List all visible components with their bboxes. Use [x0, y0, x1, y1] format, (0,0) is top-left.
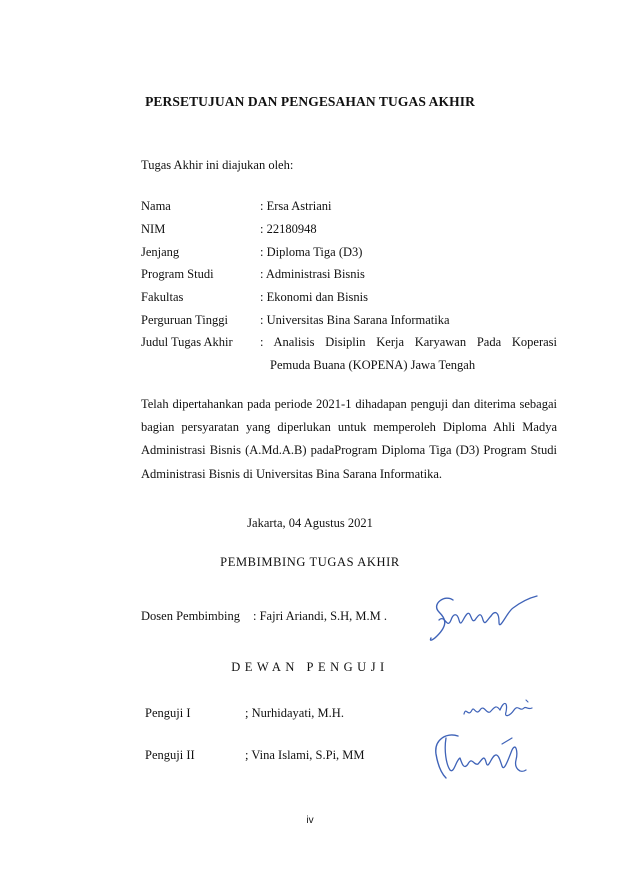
field-label-fakultas: Fakultas — [141, 290, 184, 304]
field-label-jenjang: Jenjang — [141, 245, 180, 259]
field-value-jenjang: : Diploma Tiga (D3) — [260, 245, 363, 259]
field-label-nim: NIM — [141, 222, 166, 236]
field-value-fakultas: : Ekonomi dan Bisnis — [260, 290, 368, 304]
field-label-perguruan-tinggi: Perguruan Tinggi — [141, 313, 228, 327]
board-heading: DEWAN PENGUJI — [231, 660, 389, 674]
examiner-1-name: ; Nurhidayati, M.H. — [245, 706, 344, 720]
examiner-1-label: Penguji I — [145, 706, 191, 720]
field-label-program-studi: Program Studi — [141, 267, 214, 281]
field-value-nim: : 22180948 — [260, 222, 317, 236]
page-number: iv — [306, 815, 314, 826]
examiner-2-signature — [428, 730, 528, 782]
advisor-label: Dosen Pembimbing — [141, 609, 240, 623]
advisor-signature — [425, 590, 540, 645]
field-value-program-studi: : Administrasi Bisnis — [260, 267, 365, 281]
field-label-judul: Judul Tugas Akhir — [141, 335, 233, 349]
examiner-1-signature — [460, 696, 535, 726]
examiner-2-name: ; Vina Islami, S.Pi, MM — [245, 748, 365, 762]
page-title: PERSETUJUAN DAN PENGESAHAN TUGAS AKHIR — [145, 94, 475, 109]
place-date: Jakarta, 04 Agustus 2021 — [247, 516, 373, 530]
field-value-nama: : Ersa Astriani — [260, 199, 332, 213]
field-value-perguruan-tinggi: : Universitas Bina Sarana Informatika — [260, 313, 450, 327]
intro-text: Tugas Akhir ini diajukan oleh: — [141, 158, 294, 172]
advisor-heading: PEMBIMBING TUGAS AKHIR — [220, 555, 400, 569]
field-label-nama: Nama — [141, 199, 171, 213]
field-value-judul-continuation: Pemuda Buana (KOPENA) Jawa Tengah — [270, 358, 476, 372]
approval-statement: Telah dipertahankan pada periode 2021-1 dihadapan penguji dan diterima sebagai bagian persyaratan yang diperlukan untuk memperoleh Diploma Ahli Madya Administrasi Bisnis (A.Md.A.B) padaProgram Diploma Tiga (D3) Program Studi Administrasi Bisnis di Universitas Bina Sarana Informatika. — [141, 397, 557, 481]
examiner-2-label: Penguji II — [145, 748, 195, 762]
advisor-name: : Fajri Ariandi, S.H, M.M . — [253, 609, 388, 623]
field-value-judul: : Analisis Disiplin Kerja Karyawan Pada Koperasi — [260, 335, 557, 349]
